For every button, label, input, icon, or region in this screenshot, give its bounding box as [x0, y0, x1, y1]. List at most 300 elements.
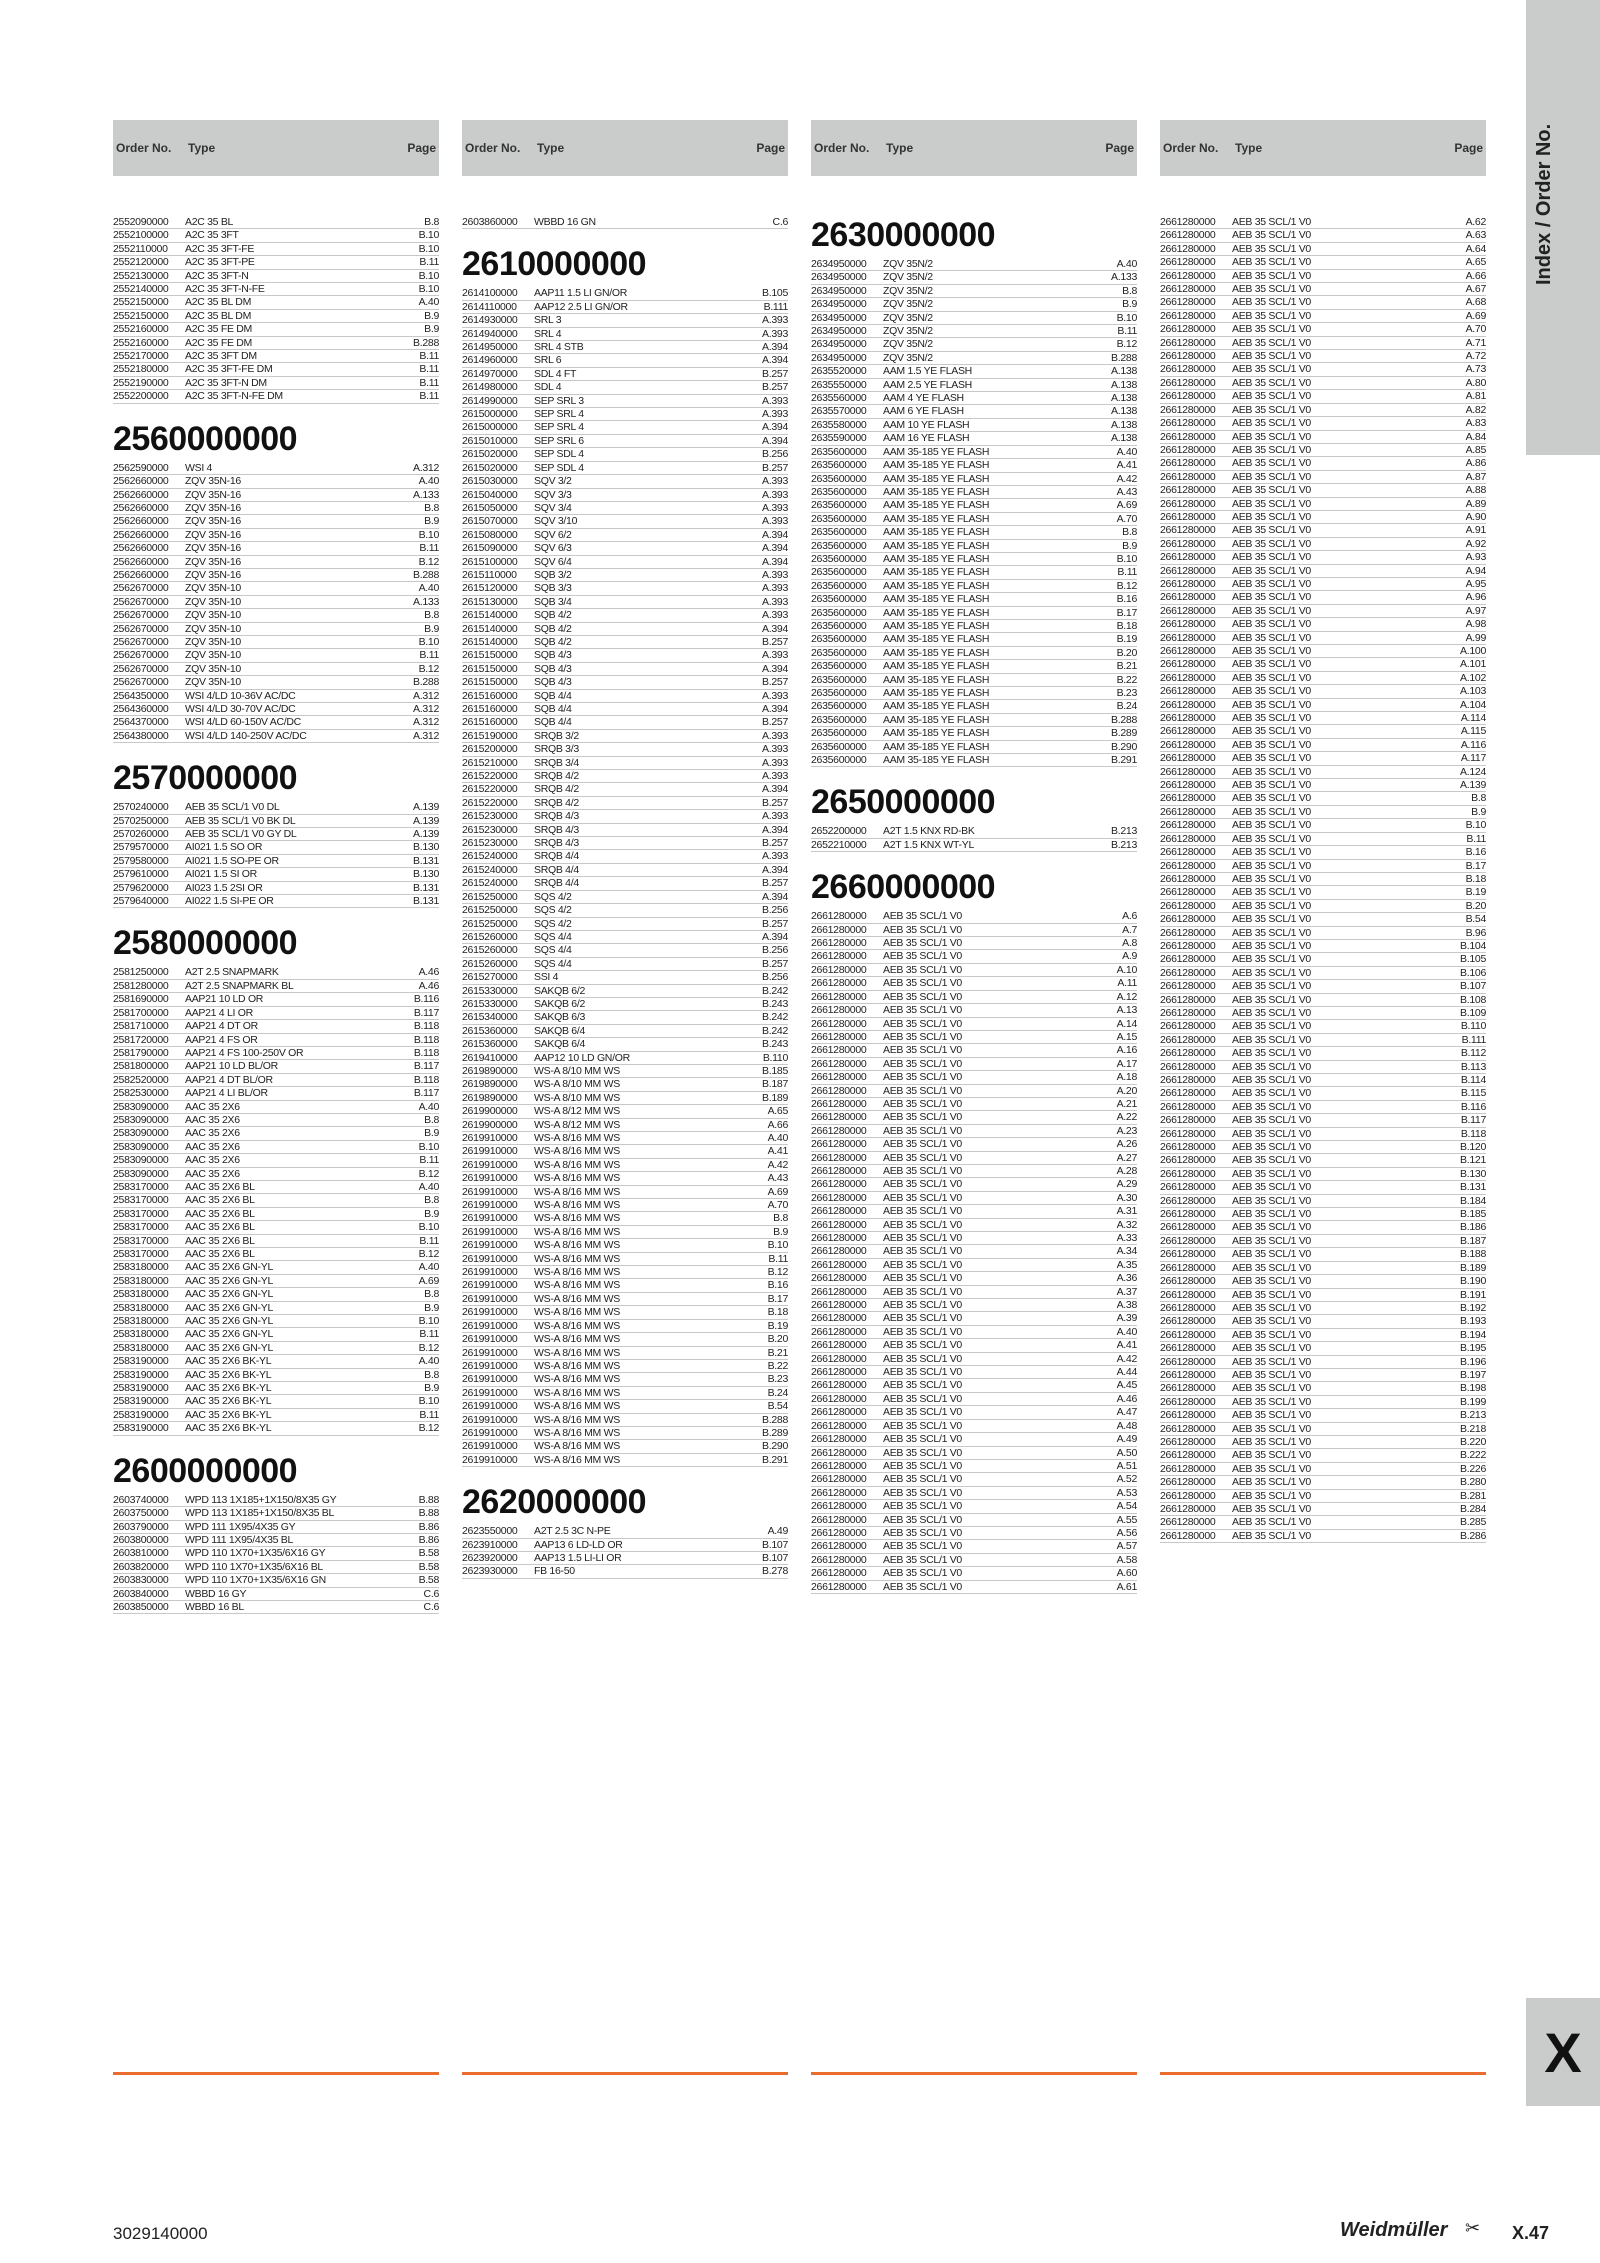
order-number: 2661280000: [1160, 1368, 1216, 1381]
order-number: 2583190000: [113, 1395, 169, 1408]
type-name: AAM 35-185 YE FLASH: [883, 593, 990, 606]
order-number: 2619910000: [462, 1453, 518, 1466]
page-ref: A.40: [1116, 1325, 1137, 1338]
type-name: A2T 2.5 SNAPMARK: [185, 966, 279, 979]
index-row: [462, 1172, 788, 1185]
order-number: 2661280000: [1160, 591, 1216, 604]
order-number: 2661280000: [1160, 1033, 1216, 1046]
page-ref: B.8: [1471, 792, 1486, 805]
order-number: 2615260000: [462, 957, 518, 970]
column-footer-rule: [1160, 2072, 1486, 2075]
index-row: [811, 1085, 1137, 1098]
page-ref: B.257: [762, 381, 788, 394]
order-number: 2661280000: [1160, 1114, 1216, 1127]
type-name: A2C 35 BL DM: [185, 309, 252, 322]
order-number: 2582520000: [113, 1073, 169, 1086]
page-ref: A.34: [1116, 1245, 1137, 1258]
brand-logo-icon: ✂: [1465, 2218, 1481, 2238]
order-number: 2635600000: [811, 539, 867, 552]
order-number: 2623930000: [462, 1565, 518, 1578]
index-row: [1160, 1061, 1486, 1074]
index-row: [462, 542, 788, 555]
type-name: AEB 35 SCL/1 V0: [1232, 698, 1311, 711]
order-number: 2635600000: [811, 700, 867, 713]
order-number: 2661280000: [811, 1258, 867, 1271]
index-row: [462, 730, 788, 743]
type-name: AAM 35-185 YE FLASH: [883, 633, 990, 646]
order-number: 2562670000: [113, 635, 169, 648]
page-ref: A.393: [762, 568, 788, 581]
index-row: [1160, 927, 1486, 940]
index-row: [1160, 444, 1486, 457]
order-number: 2615250000: [462, 904, 518, 917]
order-number: 2661280000: [811, 1285, 867, 1298]
index-row: [113, 323, 439, 336]
page-ref: B.257: [762, 461, 788, 474]
column-header: [462, 120, 788, 176]
order-number: 2661280000: [811, 1419, 867, 1432]
type-name: AEB 35 SCL/1 V0: [883, 1084, 962, 1097]
order-number: 2661280000: [1160, 752, 1216, 765]
brand-logo: Weidmüller: [1340, 2219, 1448, 2241]
page-ref: B.9: [424, 1207, 439, 1220]
type-name: SQB 4/3: [534, 649, 572, 662]
index-row: [1160, 766, 1486, 779]
index-row: [113, 1101, 439, 1114]
order-number: 2661280000: [1160, 1141, 1216, 1154]
page-ref: B.257: [762, 716, 788, 729]
index-row: [113, 730, 439, 743]
index-row: [113, 690, 439, 703]
index-row: [462, 770, 788, 783]
type-name: SRQB 4/4: [534, 850, 579, 863]
type-name: AEB 35 SCL/1 V0: [1232, 738, 1311, 751]
page-ref: A.10: [1116, 963, 1137, 976]
page-ref: A.393: [762, 501, 788, 514]
index-row: [811, 553, 1137, 566]
type-name: AEB 35 SCL/1 V0: [1232, 1208, 1311, 1221]
order-number: 2661280000: [1160, 899, 1216, 912]
order-number: 2603800000: [113, 1533, 169, 1546]
order-number: 2635600000: [811, 646, 867, 659]
order-number: 2661280000: [1160, 403, 1216, 416]
index-row: [811, 647, 1137, 660]
index-row: [1160, 806, 1486, 819]
order-number: 2603790000: [113, 1520, 169, 1533]
index-row: [1160, 1436, 1486, 1449]
page-ref: A.37: [1116, 1285, 1137, 1298]
order-number: 2661280000: [1160, 1020, 1216, 1033]
index-row: [113, 556, 439, 569]
type-name: AEB 35 SCL/1 V0: [1232, 484, 1311, 497]
order-number: 2583180000: [113, 1315, 169, 1328]
index-row: [113, 1168, 439, 1181]
type-name: AAC 35 2X6 BK-YL: [185, 1368, 272, 1381]
order-number: 2661280000: [1160, 805, 1216, 818]
order-number: 2635600000: [811, 633, 867, 646]
header-page: Page: [1105, 141, 1134, 155]
index-row: [811, 1071, 1137, 1084]
order-number: 2661280000: [811, 1232, 867, 1244]
order-number: 2619890000: [462, 1064, 518, 1077]
page-ref: A.138: [1111, 365, 1137, 378]
page-ref: A.393: [762, 515, 788, 528]
type-name: SAKQB 6/2: [534, 984, 585, 997]
index-row: [113, 596, 439, 609]
index-row: [811, 1165, 1137, 1178]
page-ref: A.69: [1465, 309, 1486, 322]
order-number: 2615240000: [462, 863, 518, 876]
order-number: 2661280000: [1160, 1395, 1216, 1408]
page-ref: B.11: [419, 649, 439, 662]
index-row: [1160, 1463, 1486, 1476]
type-name: AEB 35 SCL/1 V0: [883, 1004, 962, 1017]
page-ref: A.41: [1116, 1339, 1137, 1352]
page-ref: B.8: [1122, 284, 1137, 297]
index-row: [462, 1199, 788, 1212]
page-ref: B.10: [418, 1140, 439, 1153]
page-ref: A.394: [762, 622, 788, 635]
index-row: [811, 1018, 1137, 1031]
order-number: 2562670000: [113, 595, 169, 608]
page-ref: B.131: [413, 881, 439, 894]
page-ref: B.11: [419, 376, 439, 389]
page-ref: B.130: [413, 841, 439, 854]
type-name: AEB 35 SCL/1 V0: [1232, 1529, 1311, 1542]
order-number: 2581700000: [113, 1006, 169, 1019]
index-row: [462, 797, 788, 810]
page-ref: B.10: [418, 1315, 439, 1328]
index-row: [1160, 591, 1486, 604]
index-row: [462, 1440, 788, 1453]
type-name: AEB 35 SCL/1 V0: [1232, 591, 1311, 604]
type-name: AAM 35-185 YE FLASH: [883, 619, 990, 632]
index-row: [1160, 256, 1486, 269]
order-number: 2661280000: [811, 1097, 867, 1110]
page-ref: A.44: [1116, 1366, 1137, 1379]
page-ref: A.91: [1465, 524, 1486, 537]
order-number: 2579570000: [113, 841, 169, 854]
type-name: AEB 35 SCL/1 V0: [1232, 403, 1311, 416]
order-number: 2583170000: [113, 1248, 169, 1260]
order-number: 2552120000: [113, 256, 169, 269]
page-ref: B.189: [1460, 1261, 1486, 1274]
type-name: AAM 35-185 YE FLASH: [883, 740, 990, 753]
order-number: 2661280000: [1160, 551, 1216, 564]
page-ref: A.138: [1111, 418, 1137, 431]
order-number: 2583190000: [113, 1422, 169, 1435]
type-name: AEB 35 SCL/1 V0: [1232, 671, 1311, 684]
index-row: [113, 1208, 439, 1221]
type-name: WS-A 8/16 MM WS: [534, 1346, 620, 1359]
type-name: AEB 35 SCL/1 V0: [1232, 551, 1311, 564]
page-ref: A.394: [762, 555, 788, 568]
order-number: 2661280000: [811, 1044, 867, 1057]
page-ref: A.28: [1116, 1164, 1137, 1177]
page-ref: B.11: [419, 1328, 439, 1341]
type-name: AEB 35 SCL/1 V0: [883, 1486, 962, 1499]
page-ref: A.46: [418, 966, 439, 979]
page-ref: A.133: [413, 595, 439, 608]
order-number: 2661280000: [811, 1406, 867, 1419]
index-row: [113, 868, 439, 881]
index-row: [811, 352, 1137, 365]
order-number: 2661280000: [1160, 685, 1216, 698]
index-row: [1160, 404, 1486, 417]
page-ref: B.107: [762, 1551, 788, 1564]
order-number: 2661280000: [1160, 1476, 1216, 1489]
order-number: 2615230000: [462, 837, 518, 850]
type-name: AEB 35 SCL/1 V0: [1232, 564, 1311, 577]
group-heading: 2560000000: [113, 419, 298, 458]
index-row: [113, 377, 439, 390]
type-name: AAP21 4 DT OR: [185, 1020, 258, 1033]
index-row: [811, 660, 1137, 673]
page-ref: B.218: [1460, 1422, 1486, 1435]
index-row: [462, 1414, 788, 1427]
index-row: [811, 526, 1137, 539]
index-row: [811, 1098, 1137, 1111]
order-number: 2661280000: [811, 1540, 867, 1553]
index-row: [1160, 1530, 1486, 1543]
index-row: [462, 904, 788, 917]
type-name: AEB 35 SCL/1 V0: [883, 1392, 962, 1405]
order-number: 2619910000: [462, 1279, 518, 1292]
type-name: AEB 35 SCL/1 V0: [883, 1459, 962, 1472]
page-ref: B.12: [418, 1248, 439, 1260]
page-ref: A.52: [1116, 1473, 1137, 1486]
page-ref: B.118: [1460, 1127, 1486, 1140]
type-name: AEB 35 SCL/1 V0: [1232, 1342, 1311, 1355]
page-ref: B.11: [419, 1234, 439, 1247]
order-number: 2661280000: [1160, 537, 1216, 550]
page-ref: A.98: [1465, 618, 1486, 631]
page-ref: A.86: [1465, 457, 1486, 470]
order-number: 2552140000: [113, 283, 169, 296]
type-name: AEB 35 SCL/1 V0: [1232, 1516, 1311, 1529]
page-ref: A.393: [762, 609, 788, 622]
index-row: [462, 408, 788, 421]
page-ref: B.243: [762, 997, 788, 1010]
type-name: AEB 35 SCL/1 V0: [1232, 336, 1311, 349]
type-name: AAM 4 YE FLASH: [883, 392, 964, 405]
type-name: SAKQB 6/2: [534, 997, 585, 1010]
page-ref: B.286: [1460, 1529, 1486, 1542]
order-number: 2623550000: [462, 1525, 518, 1538]
order-number: 2661280000: [811, 1500, 867, 1513]
index-row: [113, 623, 439, 636]
page-ref: B.20: [1465, 899, 1486, 912]
order-number: 2661280000: [811, 937, 867, 950]
page-ref: B.188: [1460, 1248, 1486, 1261]
index-row: [462, 743, 788, 756]
order-number: 2564350000: [113, 689, 169, 702]
index-row: [811, 1299, 1137, 1312]
type-name: WS-A 8/12 MM WS: [534, 1105, 620, 1118]
page-ref: B.86: [418, 1533, 439, 1546]
page-ref: A.42: [1116, 1352, 1137, 1365]
index-row: [1160, 980, 1486, 993]
order-number: 2615200000: [462, 743, 518, 756]
index-row: [113, 841, 439, 854]
page-ref: B.88: [418, 1493, 439, 1506]
page-ref: B.17: [1465, 859, 1486, 872]
page-ref: B.257: [762, 676, 788, 689]
type-name: A2C 35 3FT-FE DM: [185, 363, 273, 376]
page-ref: A.60: [1116, 1567, 1137, 1580]
order-number: 2570250000: [113, 814, 169, 827]
page-ref: B.10: [418, 1221, 439, 1234]
index-row: [811, 950, 1137, 963]
order-number: 2615140000: [462, 622, 518, 635]
page-ref: A.312: [413, 689, 439, 702]
index-row: [113, 350, 439, 363]
order-number: 2661280000: [1160, 430, 1216, 443]
index-row: [462, 1038, 788, 1051]
type-name: AEB 35 SCL/1 V0: [1232, 819, 1311, 832]
order-number: 2661280000: [1160, 1462, 1216, 1475]
order-number: 2661280000: [811, 1272, 867, 1285]
page-ref: B.10: [1116, 311, 1137, 324]
type-name: AAC 35 2X6: [185, 1127, 240, 1140]
type-name: AEB 35 SCL/1 V0: [1232, 792, 1311, 805]
type-name: AEB 35 SCL/1 V0: [1232, 229, 1311, 242]
index-row: [462, 1552, 788, 1565]
type-name: AEB 35 SCL/1 V0: [1232, 470, 1311, 483]
order-number: 2661280000: [1160, 725, 1216, 738]
type-name: AEB 35 SCL/1 V0: [1232, 497, 1311, 510]
order-number: 2615100000: [462, 555, 518, 568]
order-number: 2614950000: [462, 341, 518, 354]
page-ref: A.70: [767, 1199, 788, 1212]
type-name: ZQV 35N-10: [185, 635, 241, 648]
index-row: [113, 1395, 439, 1408]
type-name: SQB 3/2: [534, 568, 572, 581]
order-number: 2661280000: [1160, 631, 1216, 644]
order-number: 2661280000: [811, 1339, 867, 1352]
order-number: 2615000000: [462, 421, 518, 434]
index-row: [811, 1339, 1137, 1352]
page-ref: A.394: [762, 542, 788, 555]
page-ref: A.31: [1116, 1205, 1137, 1218]
order-number: 2562670000: [113, 662, 169, 675]
index-row: [113, 649, 439, 662]
order-number: 2603820000: [113, 1560, 169, 1573]
order-number: 2661280000: [1160, 966, 1216, 979]
order-number: 2661280000: [811, 1151, 867, 1164]
index-row: [462, 556, 788, 569]
page-ref: A.40: [418, 1180, 439, 1193]
index-row: [1160, 417, 1486, 430]
order-number: 2615240000: [462, 877, 518, 890]
type-name: AAM 35-185 YE FLASH: [883, 754, 990, 767]
page-ref: A.8: [1122, 937, 1137, 950]
order-number: 2564380000: [113, 729, 169, 742]
page-ref: A.139: [413, 801, 439, 814]
index-row: [462, 1565, 788, 1578]
type-name: AAC 35 2X6 GN-YL: [185, 1261, 273, 1274]
index-row: [811, 1004, 1137, 1017]
order-number: 2583180000: [113, 1328, 169, 1341]
index-row: [811, 1379, 1137, 1392]
type-name: AAP13 1.5 LI-LI OR: [534, 1551, 622, 1564]
type-name: WS-A 8/16 MM WS: [534, 1306, 620, 1319]
order-number: 2661280000: [1160, 457, 1216, 470]
type-name: AEB 35 SCL/1 V0 DL: [185, 801, 280, 814]
index-row: [462, 891, 788, 904]
order-number: 2583090000: [113, 1113, 169, 1126]
index-row: [462, 1092, 788, 1105]
order-number: 2615050000: [462, 501, 518, 514]
page-ref: B.8: [424, 1368, 439, 1381]
page-ref: B.288: [1111, 351, 1137, 364]
order-number: 2552160000: [113, 336, 169, 349]
page-ref: A.18: [1116, 1071, 1137, 1084]
order-number: 2562670000: [113, 582, 169, 595]
index-row: [462, 757, 788, 770]
index-row: [113, 1355, 439, 1368]
type-name: AEB 35 SCL/1 V0: [883, 1151, 962, 1164]
page-ref: A.49: [1116, 1433, 1137, 1446]
index-row: [462, 1065, 788, 1078]
order-number: 2661280000: [1160, 1006, 1216, 1019]
type-name: AEB 35 SCL/1 V0: [1232, 872, 1311, 885]
order-number: 2615090000: [462, 542, 518, 555]
type-name: AI022 1.5 SI-PE OR: [185, 895, 274, 908]
type-name: WS-A 8/12 MM WS: [534, 1118, 620, 1131]
order-number: 2661280000: [1160, 283, 1216, 296]
index-row: [1160, 1007, 1486, 1020]
type-name: AEB 35 SCL/1 V0: [1232, 926, 1311, 939]
type-name: AEB 35 SCL/1 V0: [883, 1366, 962, 1379]
page-ref: A.394: [762, 662, 788, 675]
index-row: [1160, 900, 1486, 913]
order-number: 2635600000: [811, 566, 867, 579]
type-name: FB 16-50: [534, 1565, 575, 1578]
index-row: [462, 569, 788, 582]
index-row: [811, 1406, 1137, 1419]
type-name: AAP21 10 LD BL/OR: [185, 1060, 278, 1073]
order-number: 2615230000: [462, 823, 518, 836]
order-number: 2661280000: [1160, 939, 1216, 952]
order-number: 2661280000: [1160, 698, 1216, 711]
index-row: [462, 609, 788, 622]
order-number: 2661280000: [1160, 886, 1216, 899]
index-row: [1160, 994, 1486, 1007]
order-number: 2661280000: [1160, 738, 1216, 751]
page-ref: B.10: [418, 635, 439, 648]
type-name: AEB 35 SCL/1 V0: [1232, 1100, 1311, 1113]
page-ref: B.11: [419, 542, 439, 555]
order-number: 2615240000: [462, 850, 518, 863]
index-row: [1160, 1275, 1486, 1288]
order-number: 2562670000: [113, 609, 169, 622]
index-row: [113, 676, 439, 689]
page-ref: B.10: [418, 528, 439, 541]
index-row: [1160, 846, 1486, 859]
order-number: 2634950000: [811, 311, 867, 324]
type-name: AEB 35 SCL/1 V0: [883, 1071, 962, 1084]
index-row: [1160, 1342, 1486, 1355]
page-ref: B.257: [762, 635, 788, 648]
index-row: [1160, 1449, 1486, 1462]
order-number: 2603740000: [113, 1493, 169, 1506]
page-ref: A.66: [767, 1118, 788, 1131]
type-name: AAM 35-185 YE FLASH: [883, 512, 990, 525]
index-row: [462, 475, 788, 488]
page-ref: B.10: [418, 269, 439, 282]
order-number: 2614110000: [462, 300, 517, 313]
